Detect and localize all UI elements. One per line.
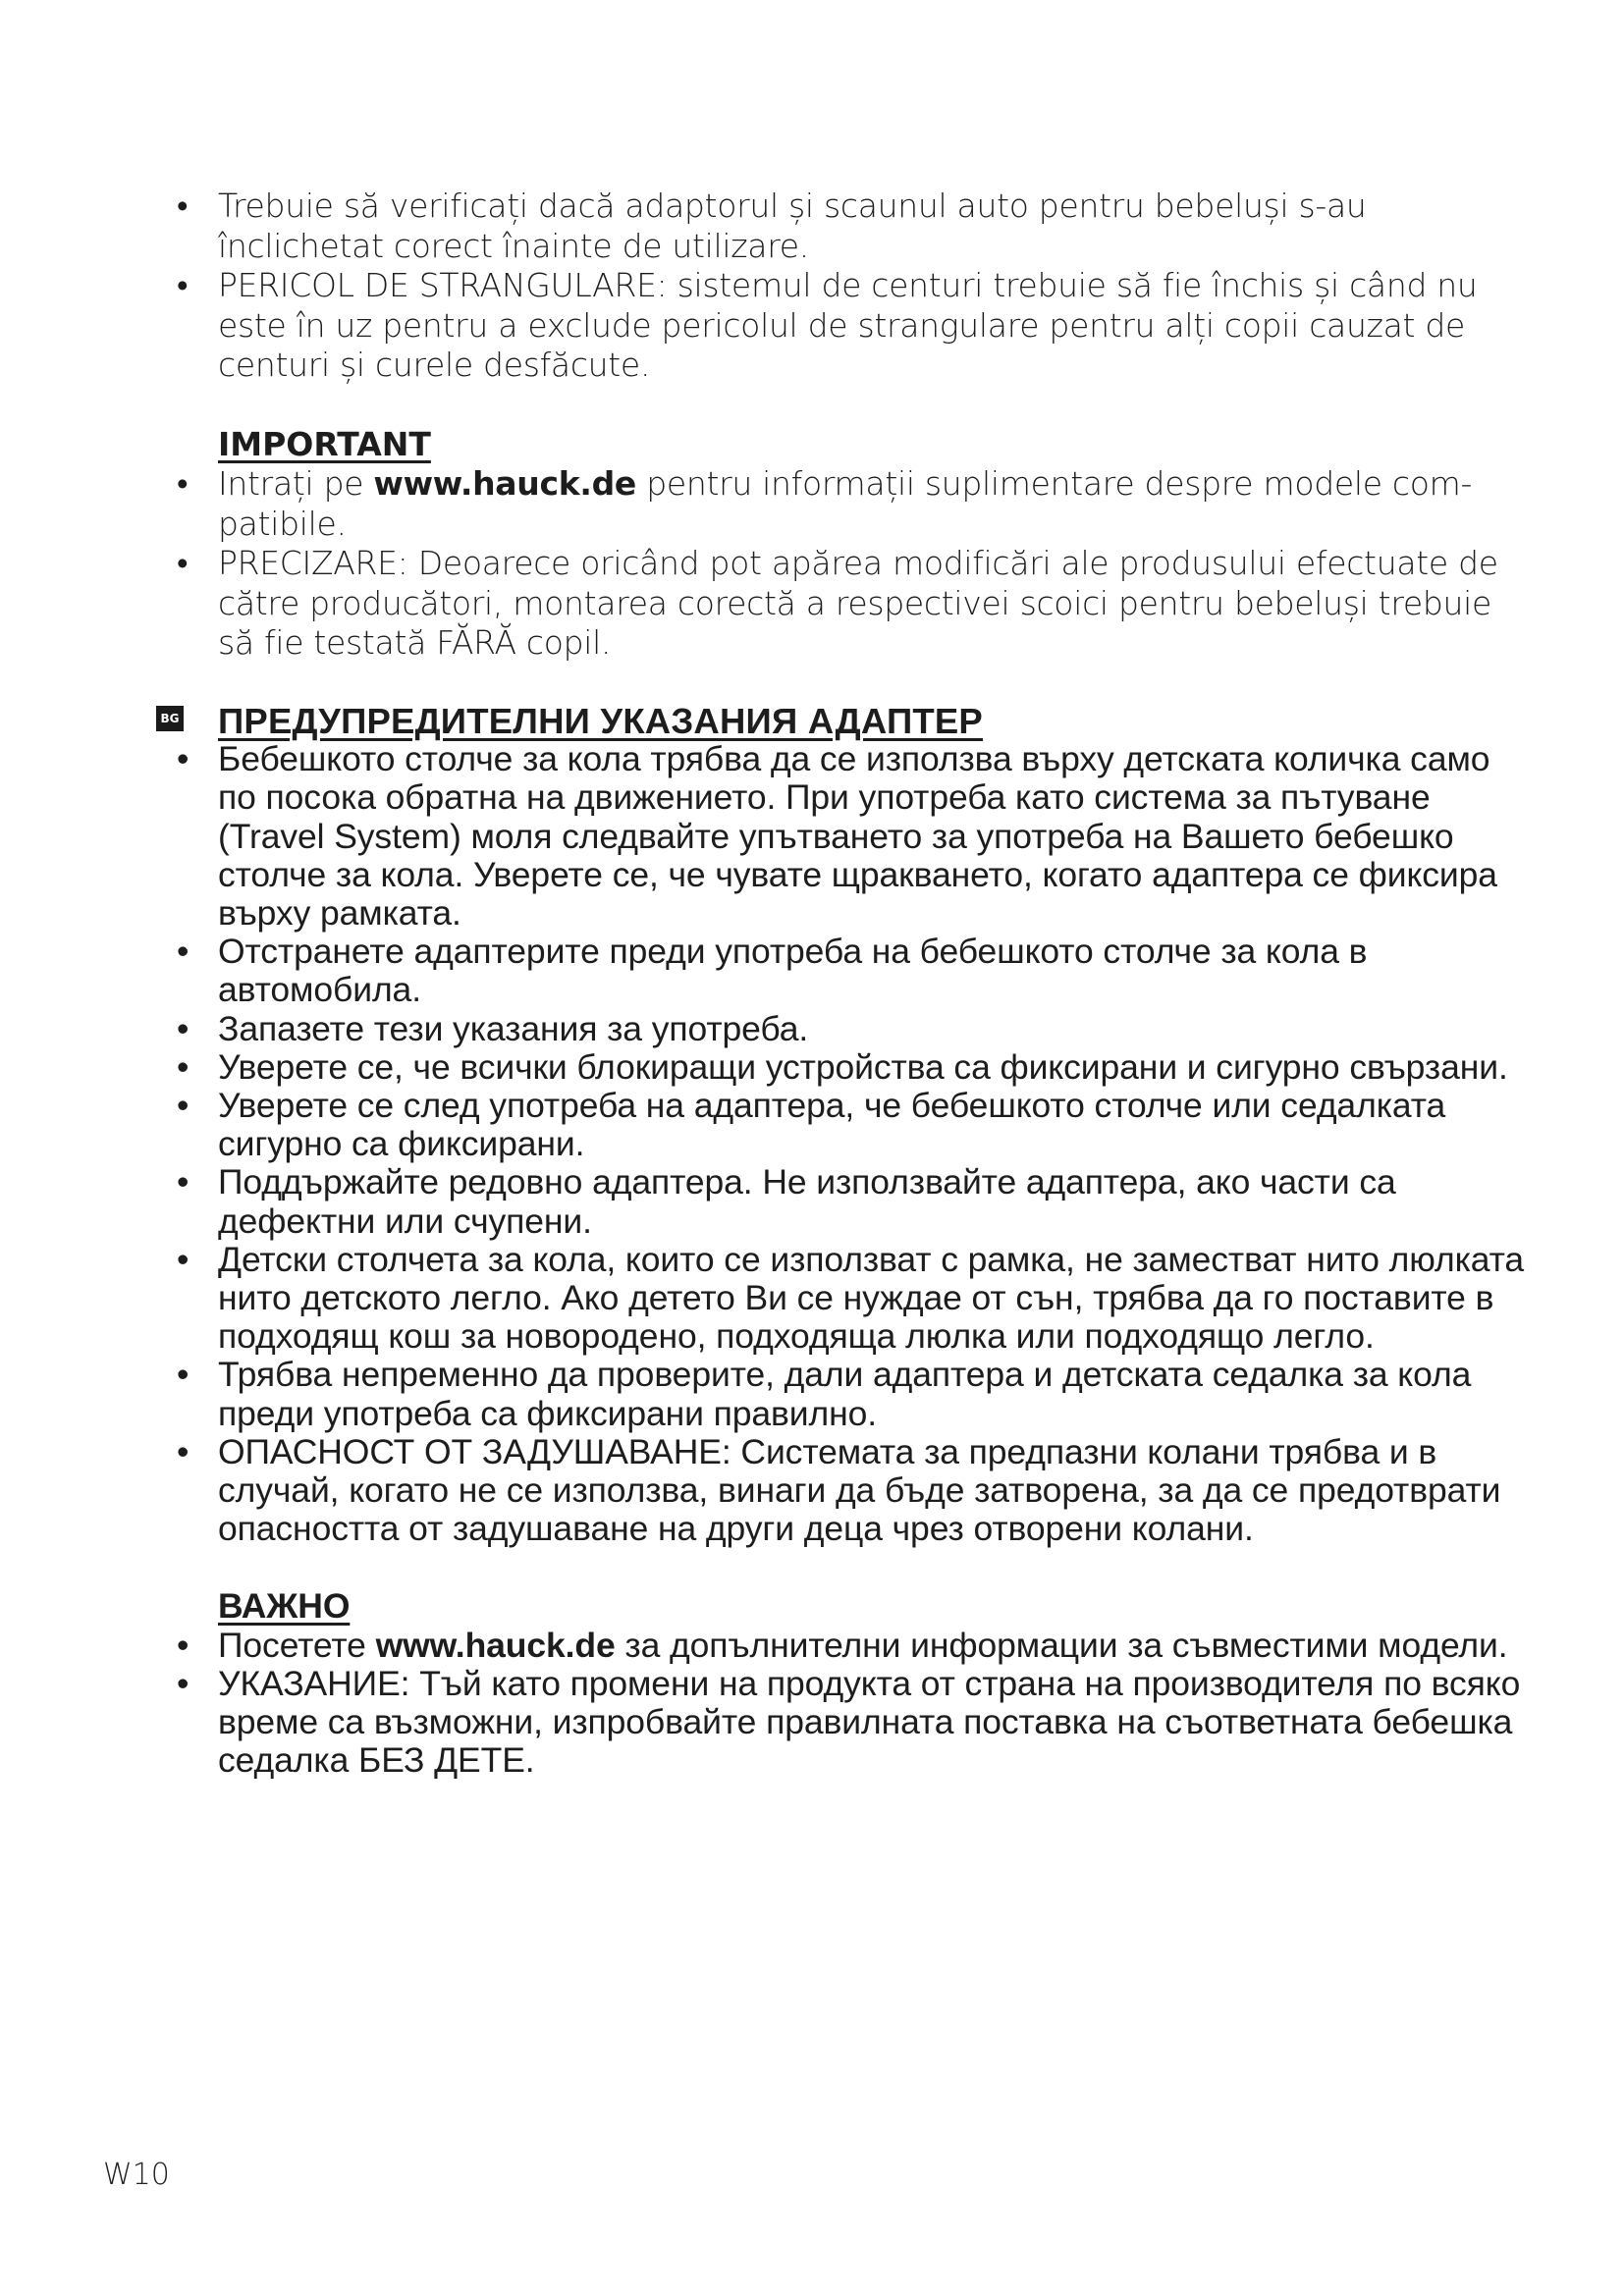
- list-item: [177, 1087, 1532, 1163]
- list-item: [177, 544, 1522, 664]
- bullet: •: [177, 1046, 189, 1087]
- bg-warnings-list: [177, 740, 1532, 1548]
- ro-warning-text: PERICOL DE STRANGULARE: sistemul de centuri trebuie să fie închis și când nu este în uz pentru a exclude pericolul de strangulare pentru alți copii cauzat de centuri și curele desfăcute.: [218, 266, 1478, 384]
- bg-important-list: [177, 1627, 1532, 1781]
- bg-warning-text: ОПАСНОСТ ОТ ЗАДУШАВАНЕ: Системата за предпазни колани трябва и в случай, когато не се използва, винаги да бъде затворена, за да се предотврати опасността от задушаване на други деца чрез отворени колани.: [218, 1431, 1501, 1549]
- language-badge: BG: [156, 706, 184, 731]
- bg-warning-text: Трябва непременно да проверите, дали адаптера и детската седалка за кола преди употреба са фиксирани правилно.: [218, 1355, 1472, 1433]
- list-item: [177, 187, 1522, 266]
- list-item: [177, 464, 1522, 544]
- bg-title-row: [160, 701, 1532, 741]
- ro-important-text-post: pentru informații suplimentare despre modele com-patibile.: [218, 464, 1473, 543]
- bg-section-title: ПРЕДУПРЕДИТЕЛНИ УКАЗАНИЯ АДАПТЕР: [218, 701, 983, 741]
- bullet: •: [177, 1008, 189, 1048]
- bg-warning-text: Запазете тези указания за употреба.: [218, 1008, 809, 1048]
- list-item: [177, 1665, 1532, 1781]
- list-item: [177, 1048, 1532, 1087]
- bg-important-heading: ВАЖНО: [218, 1586, 351, 1627]
- website-link[interactable]: www.hauck.de: [375, 1625, 616, 1665]
- bullet: •: [177, 464, 189, 503]
- list-item: [177, 266, 1522, 386]
- website-link[interactable]: www.hauck.de: [373, 464, 637, 503]
- list-item: [177, 933, 1532, 1009]
- page-number: W10: [103, 2158, 170, 2192]
- bullet: •: [177, 739, 189, 779]
- ro-important-text-pre: Intrați pe: [218, 464, 374, 503]
- ro-important-heading: IMPORTANT: [218, 424, 431, 463]
- list-item: [177, 1163, 1532, 1240]
- bullet: •: [177, 187, 189, 225]
- bullet: •: [177, 1355, 189, 1395]
- list-item: [177, 740, 1532, 933]
- bg-warning-text: Поддържайте редовно адаптера. Не използвайте адаптера, ако части са дефектни или счупени.: [218, 1162, 1396, 1241]
- bulgarian-section: [160, 701, 1532, 1781]
- bullet: •: [177, 1162, 189, 1202]
- list-item: [177, 1627, 1532, 1665]
- bullet: •: [177, 932, 189, 972]
- bullet: •: [177, 544, 189, 582]
- bullet: •: [177, 1663, 189, 1703]
- bullet: •: [177, 1086, 189, 1126]
- bg-warning-text: Бебешкото столче за кола трябва да се използва върху детската количка само по посока обратна на движението. При употреба като система за пътуване (Travel System) моля следвайте упътването за употреба на Вашето бебешко столче за кола. Уверете се, че чувате щракването, когато адаптера се фиксира върху рамката.: [218, 739, 1497, 934]
- ro-note-text: PRECIZARE: Deoarece oricând pot apărea modificări ale produsului efectuate de către producători, montarea corectă a respectivei scoici pentru bebeluși trebuie să fie testată FĂRĂ copil.: [218, 544, 1498, 662]
- bg-warning-text: Уверете се, че всички блокиращи устройства са фиксирани и сигурно свързани.: [218, 1046, 1508, 1087]
- bg-warning-text: Отстранете адаптерите преди употреба на бебешкото столче за кола в автомобила.: [218, 932, 1368, 1010]
- list-item: [177, 1010, 1532, 1048]
- bullet: •: [177, 1625, 189, 1665]
- bullet: •: [177, 1239, 189, 1279]
- bg-warning-text: Уверете се след употреба на адаптера, че бебешкото столче или седалката сигурно са фиксирани.: [218, 1086, 1446, 1164]
- bg-warning-text: Детски столчета за кола, които се използват с рамка, не заместват нито люлката нито детското легло. Ако детето Ви се нуждае от сън, трябва да го поставите в подходящ кош за новородено, подходяща люлка или подходящо легло.: [218, 1239, 1525, 1357]
- ro-important-list: [177, 464, 1522, 664]
- ro-warnings-list: [177, 187, 1522, 386]
- bullet: •: [177, 266, 189, 304]
- bullet: •: [177, 1431, 189, 1471]
- bg-important-text-pre: Посетете: [218, 1625, 376, 1665]
- list-item: [177, 1241, 1532, 1357]
- bg-note-text: УКАЗАНИЕ: Тъй като промени на продукта от страна на производителя по всяко време са възможни, изпробвайте правилната поставка на съответната бебешка седалка БЕЗ ДЕТЕ.: [218, 1663, 1521, 1781]
- list-item: [177, 1433, 1532, 1549]
- ro-warning-text: Trebuie să verificați dacă adaptorul și scaunul auto pentru bebeluși s-au înclichetat corect înainte de utilizare.: [218, 187, 1367, 265]
- bg-important-text-post: за допълнителни информации за съвместими модели.: [615, 1625, 1508, 1665]
- romanian-section: [177, 187, 1522, 664]
- list-item: [177, 1356, 1532, 1432]
